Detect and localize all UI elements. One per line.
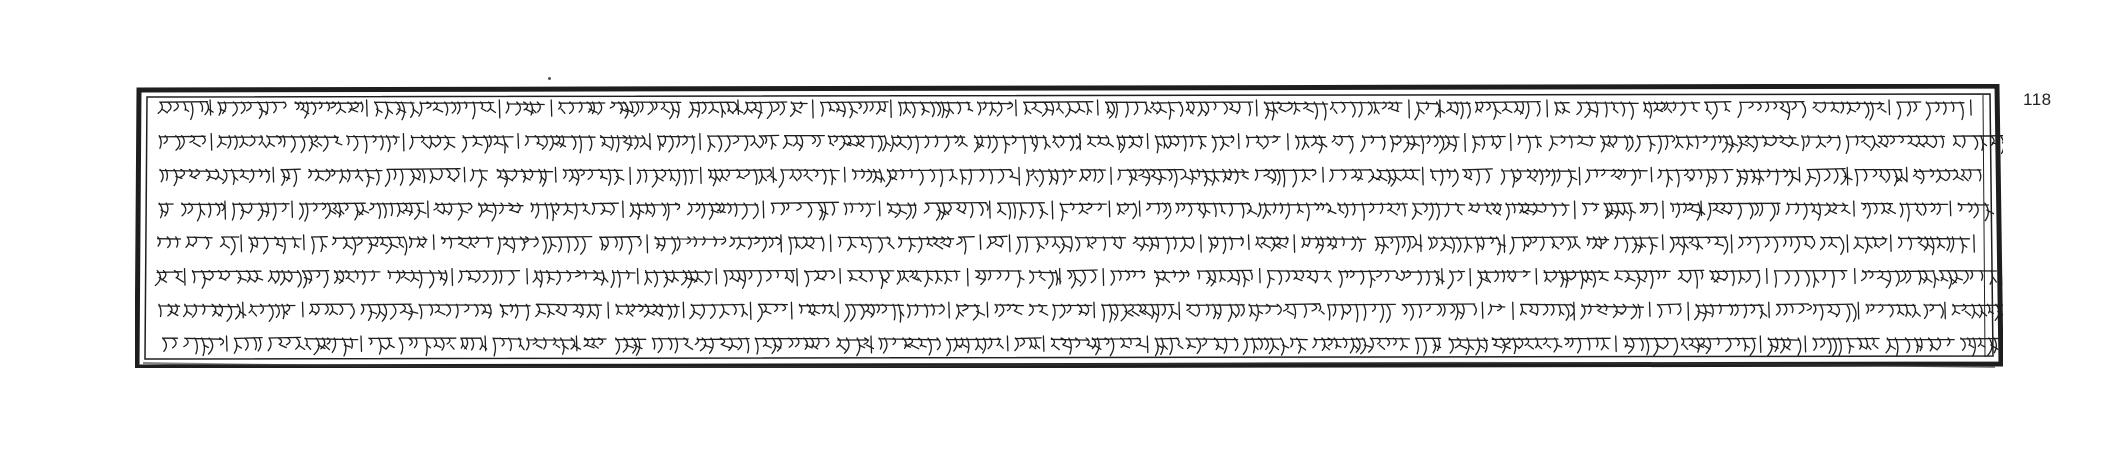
manuscript-line-strokes <box>159 302 2003 322</box>
manuscript-line-strokes <box>158 100 1971 120</box>
manuscript-folio <box>135 84 2003 368</box>
manuscript-line-8 <box>163 336 2003 356</box>
manuscript-line-strokes <box>163 336 2003 356</box>
manuscript-line-1 <box>158 100 1971 120</box>
manuscript-line-4 <box>159 201 1993 221</box>
manuscript-line-strokes <box>158 235 1975 255</box>
folio-frame-inner <box>145 94 1993 359</box>
folio-frame-outer <box>137 86 2001 367</box>
manuscript-line-strokes <box>159 201 1993 221</box>
scan-speck <box>548 77 551 80</box>
manuscript-text-lines <box>155 100 2003 356</box>
manuscript-line-3 <box>160 167 1981 187</box>
manuscript-line-strokes <box>160 167 1981 187</box>
folio-drawing <box>135 84 2003 368</box>
manuscript-line-strokes <box>159 134 2003 154</box>
page-number: 118 <box>2023 90 2052 109</box>
manuscript-line-7 <box>159 302 2003 322</box>
manuscript-line-6 <box>155 269 2001 289</box>
manuscript-line-strokes <box>155 269 2001 289</box>
manuscript-line-2 <box>159 134 2003 154</box>
folio-right-margin <box>1983 95 1985 357</box>
manuscript-line-5 <box>158 235 1975 255</box>
